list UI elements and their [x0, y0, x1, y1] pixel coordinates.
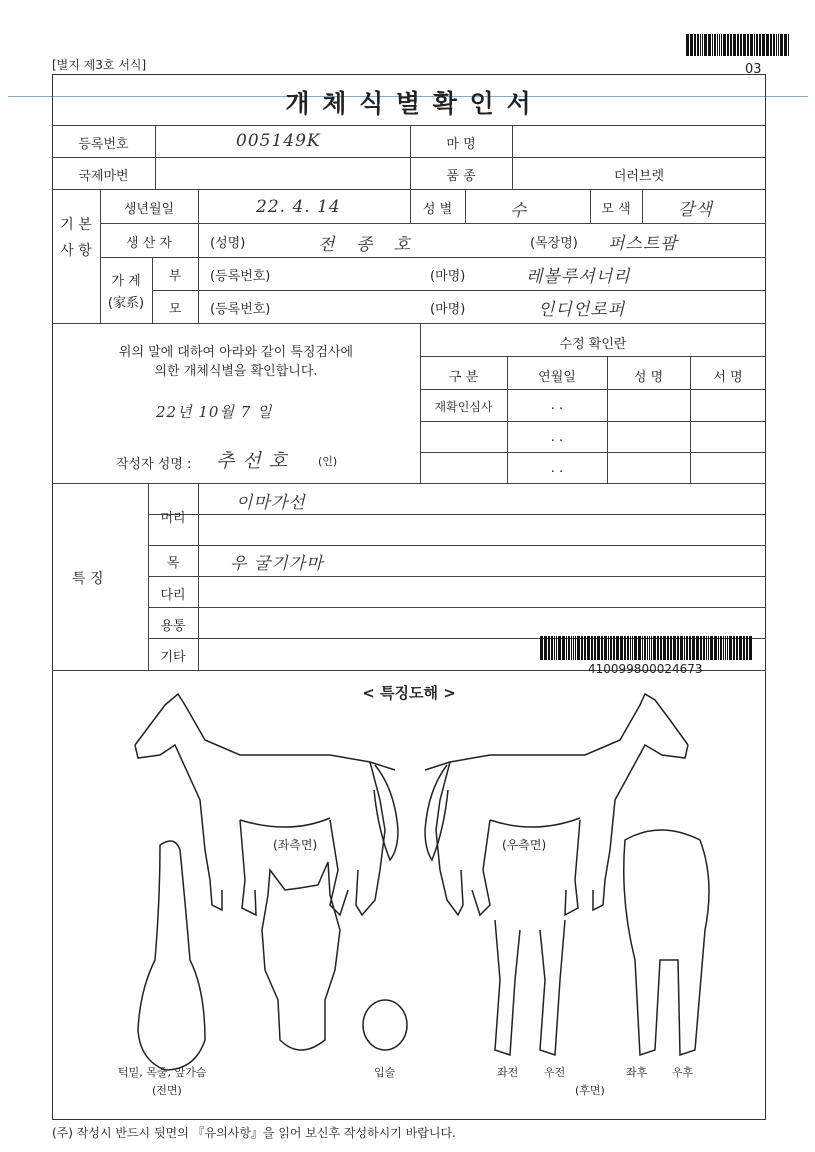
feature-label-other: 기타	[160, 650, 186, 665]
farm-value: 퍼스트팜	[608, 234, 678, 254]
pedigree-label: 가 계	[111, 274, 141, 289]
basic-section-label: 기 본 사 항	[60, 217, 92, 259]
reg-no-label: 등록번호	[78, 137, 129, 152]
breed-label: 품 종	[446, 169, 476, 184]
diagram-title: < 특징도해 >	[362, 684, 456, 702]
left-side-label: (좌측면)	[273, 838, 318, 852]
hind-right-label: 우후	[672, 1066, 694, 1079]
revision-row-type: 재확인심사	[434, 400, 493, 414]
right-side-label: (우측면)	[502, 838, 547, 852]
revision-header-date: 연월일	[538, 370, 576, 385]
front-caption: 턱밑, 목줄, 앞가슴	[118, 1066, 207, 1079]
dam-reg-label: (등록번호)	[210, 302, 271, 317]
sire-reg-label: (등록번호)	[210, 269, 271, 284]
color-value: 갈색	[678, 200, 713, 220]
fore-right-label: 우전	[544, 1066, 566, 1079]
statement-line2: 의한 개체식별을 확인합니다.	[154, 364, 318, 379]
muzzle-label: 입술	[374, 1066, 396, 1079]
feature-label-legs: 다리	[160, 588, 186, 603]
statement-line1: 위의 말에 대하여 아라와 같이 특징검사에	[118, 345, 354, 360]
dam-label: 모	[168, 302, 182, 317]
revision-title: 수정 확인란	[559, 337, 627, 352]
fore-left-label: 좌전	[497, 1066, 519, 1079]
birth-value: 22. 4. 14	[256, 197, 341, 217]
feature-label-body: 용통	[160, 619, 186, 634]
writer-label: 작성자 성명 :	[116, 457, 192, 472]
dam-name-label: (마명)	[430, 302, 466, 317]
form-label: [별지 제3호 서식]	[52, 58, 147, 72]
farm-label: (목장명)	[530, 236, 578, 251]
dam-name-value: 인디언로퍼	[538, 300, 626, 320]
sex-label: 성 별	[422, 202, 453, 217]
sire-name-value: 레볼루셔너리	[526, 267, 631, 287]
feature-label-head: 머리	[160, 511, 186, 526]
feature-value-neck: 우 굴기가마	[230, 554, 324, 574]
revision-row-date: . .	[550, 398, 564, 413]
page-title: 개 체 식 별 확 인 서	[285, 89, 533, 118]
revision-header-sign: 서 명	[713, 370, 743, 385]
color-label: 모 색	[601, 202, 631, 217]
producer-label: 생 산 자	[126, 236, 172, 251]
breed-value: 더러브렛	[613, 169, 665, 184]
rear-label: (후면)	[575, 1084, 605, 1097]
revision-row-date: . .	[550, 430, 564, 445]
sex-value: 수	[510, 201, 528, 221]
producer-name-label: (성명)	[210, 236, 246, 251]
writer-value: 추 선 호	[216, 450, 289, 472]
horse-name-label: 마 명	[446, 137, 476, 152]
revision-header-type: 구 분	[448, 370, 479, 385]
barcode-number: 410099800024673	[588, 662, 703, 676]
footer-note: (주) 작성시 반드시 뒷면의 『유의사항』을 읽어 보신후 작성하시기 바랍니다.	[52, 1126, 456, 1140]
feature-label-neck: 목	[166, 556, 180, 571]
writer-seal: (인)	[318, 455, 338, 468]
pedigree-hanja: (家系)	[107, 296, 145, 311]
feature-value-head: 이마가선	[236, 493, 306, 513]
reg-no-value: 005149K	[236, 131, 321, 151]
sire-name-label: (마명)	[430, 269, 466, 284]
confirm-date: 22년 10월 7 일	[156, 403, 273, 421]
revision-row-date: . .	[550, 461, 564, 476]
producer-name-value: 전 종 호	[318, 235, 419, 255]
hind-left-label: 좌후	[626, 1066, 648, 1079]
features-section-label: 특 징	[72, 571, 104, 587]
sire-label: 부	[168, 269, 182, 284]
birth-label: 생년월일	[123, 202, 175, 217]
front-label: (전면)	[152, 1084, 182, 1097]
page-number: 03	[745, 62, 762, 77]
intl-no-label: 국제마번	[78, 169, 129, 184]
revision-header-name: 성 명	[633, 370, 664, 385]
